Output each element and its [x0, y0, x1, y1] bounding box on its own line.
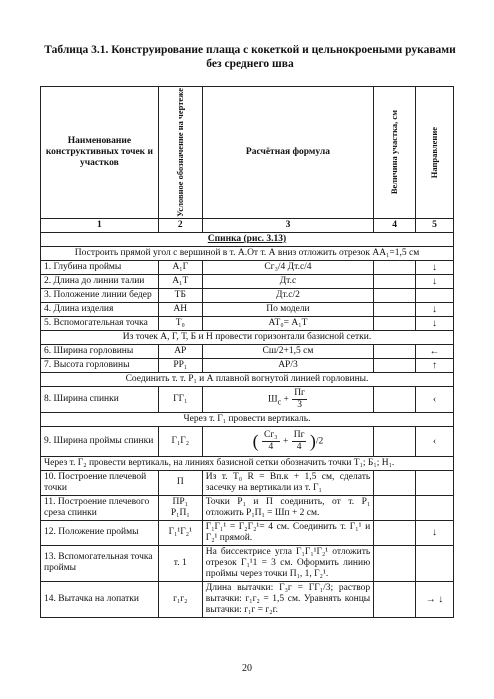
table-row	[41, 426, 454, 456]
row-symbol: А₁Г	[158, 260, 202, 274]
fraction-top: Пг	[294, 387, 305, 398]
row-symbol: А₁Т	[158, 274, 202, 288]
formula-fraction	[262, 430, 280, 453]
row-value	[374, 288, 416, 302]
fraction-top: Пг	[293, 429, 305, 440]
row-formula: Сш/2+1,5 см	[202, 344, 373, 358]
row-symbol: АН	[158, 302, 202, 316]
table-row	[41, 358, 454, 372]
section-title: Спинка (рис. 3.13)	[41, 232, 454, 246]
formula-op: +	[282, 436, 289, 447]
fraction-bottom: 4	[296, 441, 302, 452]
row-direction: ‹	[416, 426, 454, 456]
span-row	[41, 330, 454, 344]
section-title-row	[41, 232, 454, 246]
row-direction: ↓	[416, 316, 454, 330]
row-symbol: г₁г₂	[158, 581, 202, 617]
table-row	[41, 495, 454, 520]
row-name: 1. Глубина проймы	[41, 260, 159, 274]
col-number: 5	[416, 218, 454, 232]
row-direction: → ↓	[416, 581, 454, 617]
formula-tail: /2	[315, 436, 324, 447]
paren-left-icon: (	[252, 430, 259, 451]
page-number: 20	[242, 663, 252, 674]
row-direction	[416, 470, 454, 495]
table-row	[41, 545, 454, 581]
table-row	[41, 520, 454, 545]
row-name: 9. Ширина проймы спинки	[41, 426, 159, 456]
row-symbol: РР₁	[158, 358, 202, 372]
row-name: 2. Длина до линии талии	[41, 274, 159, 288]
header-formula: Расчётная формула	[202, 87, 373, 219]
row-name: 10. Построение плечевой точки	[41, 470, 159, 495]
row-value	[374, 545, 416, 581]
table-row	[41, 288, 454, 302]
row-symbol: Г₁Г₂	[158, 426, 202, 456]
row-value	[374, 302, 416, 316]
row-value	[374, 426, 416, 456]
row-symbol: ПР₁ Р₁П₁	[158, 495, 202, 520]
table-row	[41, 274, 454, 288]
row-formula: Длина вытачки: Г₃г = ГГ₁/3; раствор вытачки: г₁г₂ = 1,5 см. Уравнять концы вытачки: г₁г = г₂г.	[202, 581, 373, 617]
fraction-top: Сг₃	[264, 429, 278, 440]
row-value	[374, 520, 416, 545]
row-symbol: Г₁¹Г₂¹	[158, 520, 202, 545]
table-row	[41, 386, 454, 412]
row-formula: По модели	[202, 302, 373, 316]
row-direction: ↑	[416, 358, 454, 372]
row-direction: ↓	[416, 274, 454, 288]
row-symbol: П	[158, 470, 202, 495]
row-value	[374, 495, 416, 520]
row-name: 4. Длина изделия	[41, 302, 159, 316]
header-direction: Направление	[429, 126, 440, 179]
span-row	[41, 412, 454, 426]
row-formula: АТ₀= А₁Т	[202, 316, 373, 330]
formula-main: Ш	[267, 394, 278, 405]
row-direction	[416, 288, 454, 302]
row-name: 7. Высота горловины	[41, 358, 159, 372]
row-symbol: т. 1	[158, 545, 202, 581]
table-row	[41, 470, 454, 495]
header-name: Наименование конструктивных точек и участков	[41, 87, 159, 219]
formula-fraction	[292, 388, 307, 411]
row-direction: ↓	[416, 260, 454, 274]
row-symbol: Т₀	[158, 316, 202, 330]
row-name: 12. Положение проймы	[41, 520, 159, 545]
row-value	[374, 316, 416, 330]
table-row	[41, 260, 454, 274]
row-formula: АР/3	[202, 358, 373, 372]
row-formula: Сг₃/4 Дт.с/4	[202, 260, 373, 274]
row-name: 6. Ширина горловины	[41, 344, 159, 358]
row-formula: Точки Р₁ и П соединить, от т. Р₁ отложить Р₁П₁ = Шп + 2 см.	[202, 495, 373, 520]
span-instruction: Через т. Г₂ провести вертикаль, на линиях базисной сетки обозначить точки Т₁; Б₁; Н₁.	[41, 456, 454, 470]
row-value	[374, 358, 416, 372]
table-row	[41, 581, 454, 617]
table-row	[41, 316, 454, 330]
row-name: 5. Вспомогательная точка	[41, 316, 159, 330]
row-name: 13. Вспомогательная точка проймы	[41, 545, 159, 581]
span-instruction: Соединить т. т. Р₁ и А плавной вогнутой линией горловины.	[41, 372, 454, 386]
row-formula	[202, 386, 373, 412]
row-value	[374, 470, 416, 495]
row-symbol: ТБ	[158, 288, 202, 302]
span-instruction: Из точек А, Г, Т, Б и Н провести горизонтали базисной сетки.	[41, 330, 454, 344]
header-symbol: Условное обозначение на чертеже	[174, 88, 185, 217]
row-formula	[202, 426, 373, 456]
row-value	[374, 344, 416, 358]
row-direction: ‹	[416, 386, 454, 412]
fraction-bottom: 4	[268, 441, 274, 452]
span-instruction: Через т. Г₁ провести вертикаль.	[41, 412, 454, 426]
row-value	[374, 581, 416, 617]
span-row	[41, 372, 454, 386]
row-formula: На биссектрисе угла Г₁Г₁¹Г₂¹ отложить отрезок Г₁¹1 = 3 см. Оформить линию проймы через точки П₁, 1, Г₂¹.	[202, 545, 373, 581]
row-name: 8. Ширина спинки	[41, 386, 159, 412]
formula-op: +	[283, 394, 289, 405]
construction-table	[40, 86, 454, 618]
paren-right-icon: )	[309, 430, 316, 451]
row-value	[374, 274, 416, 288]
col-number: 2	[158, 218, 202, 232]
col-number: 3	[202, 218, 373, 232]
header-value: Величина участка, см	[389, 110, 400, 195]
row-direction: ←	[416, 344, 454, 358]
row-symbol: ГГ₁	[158, 386, 202, 412]
row-value	[374, 386, 416, 412]
header-row	[41, 87, 454, 219]
span-row	[41, 246, 454, 260]
row-direction	[416, 545, 454, 581]
col-number: 1	[41, 218, 159, 232]
row-symbol: АР	[158, 344, 202, 358]
row-direction: ↓	[416, 302, 454, 316]
col-number: 4	[374, 218, 416, 232]
row-formula: Из т. Т₀ R = Вп.к + 1,5 см, сделать засечку на вертикали из т. Г₁	[202, 470, 373, 495]
row-formula: Дт.с	[202, 274, 373, 288]
table-title: Таблица 3.1. Конструирование плаща с кокеткой и цельнокроеными рукавами без среднего шва	[44, 44, 456, 70]
column-number-row	[41, 218, 454, 232]
formula-fraction	[292, 430, 307, 453]
row-formula: Г₁Г₁¹ = Г₂Г₂¹= 4 см. Соединить т. Г₁¹ и Г₂¹ прямой.	[202, 520, 373, 545]
row-name: 11. Построение плечевого среза спинки	[41, 495, 159, 520]
row-direction	[416, 495, 454, 520]
table-row	[41, 344, 454, 358]
row-direction: ↓	[416, 520, 454, 545]
row-formula: Дт.с/2	[202, 288, 373, 302]
row-value	[374, 260, 416, 274]
span-row	[41, 456, 454, 470]
span-instruction: Построить прямой угол с вершиной в т. А.От т. А вниз отложить отрезок АА₁=1,5 см	[41, 246, 454, 260]
table-row	[41, 302, 454, 316]
formula-sub: с	[277, 397, 282, 407]
row-name: 3. Положение линии бедер	[41, 288, 159, 302]
fraction-bottom: 3	[297, 399, 302, 410]
row-name: 14. Вытачка на лопатки	[41, 581, 159, 617]
